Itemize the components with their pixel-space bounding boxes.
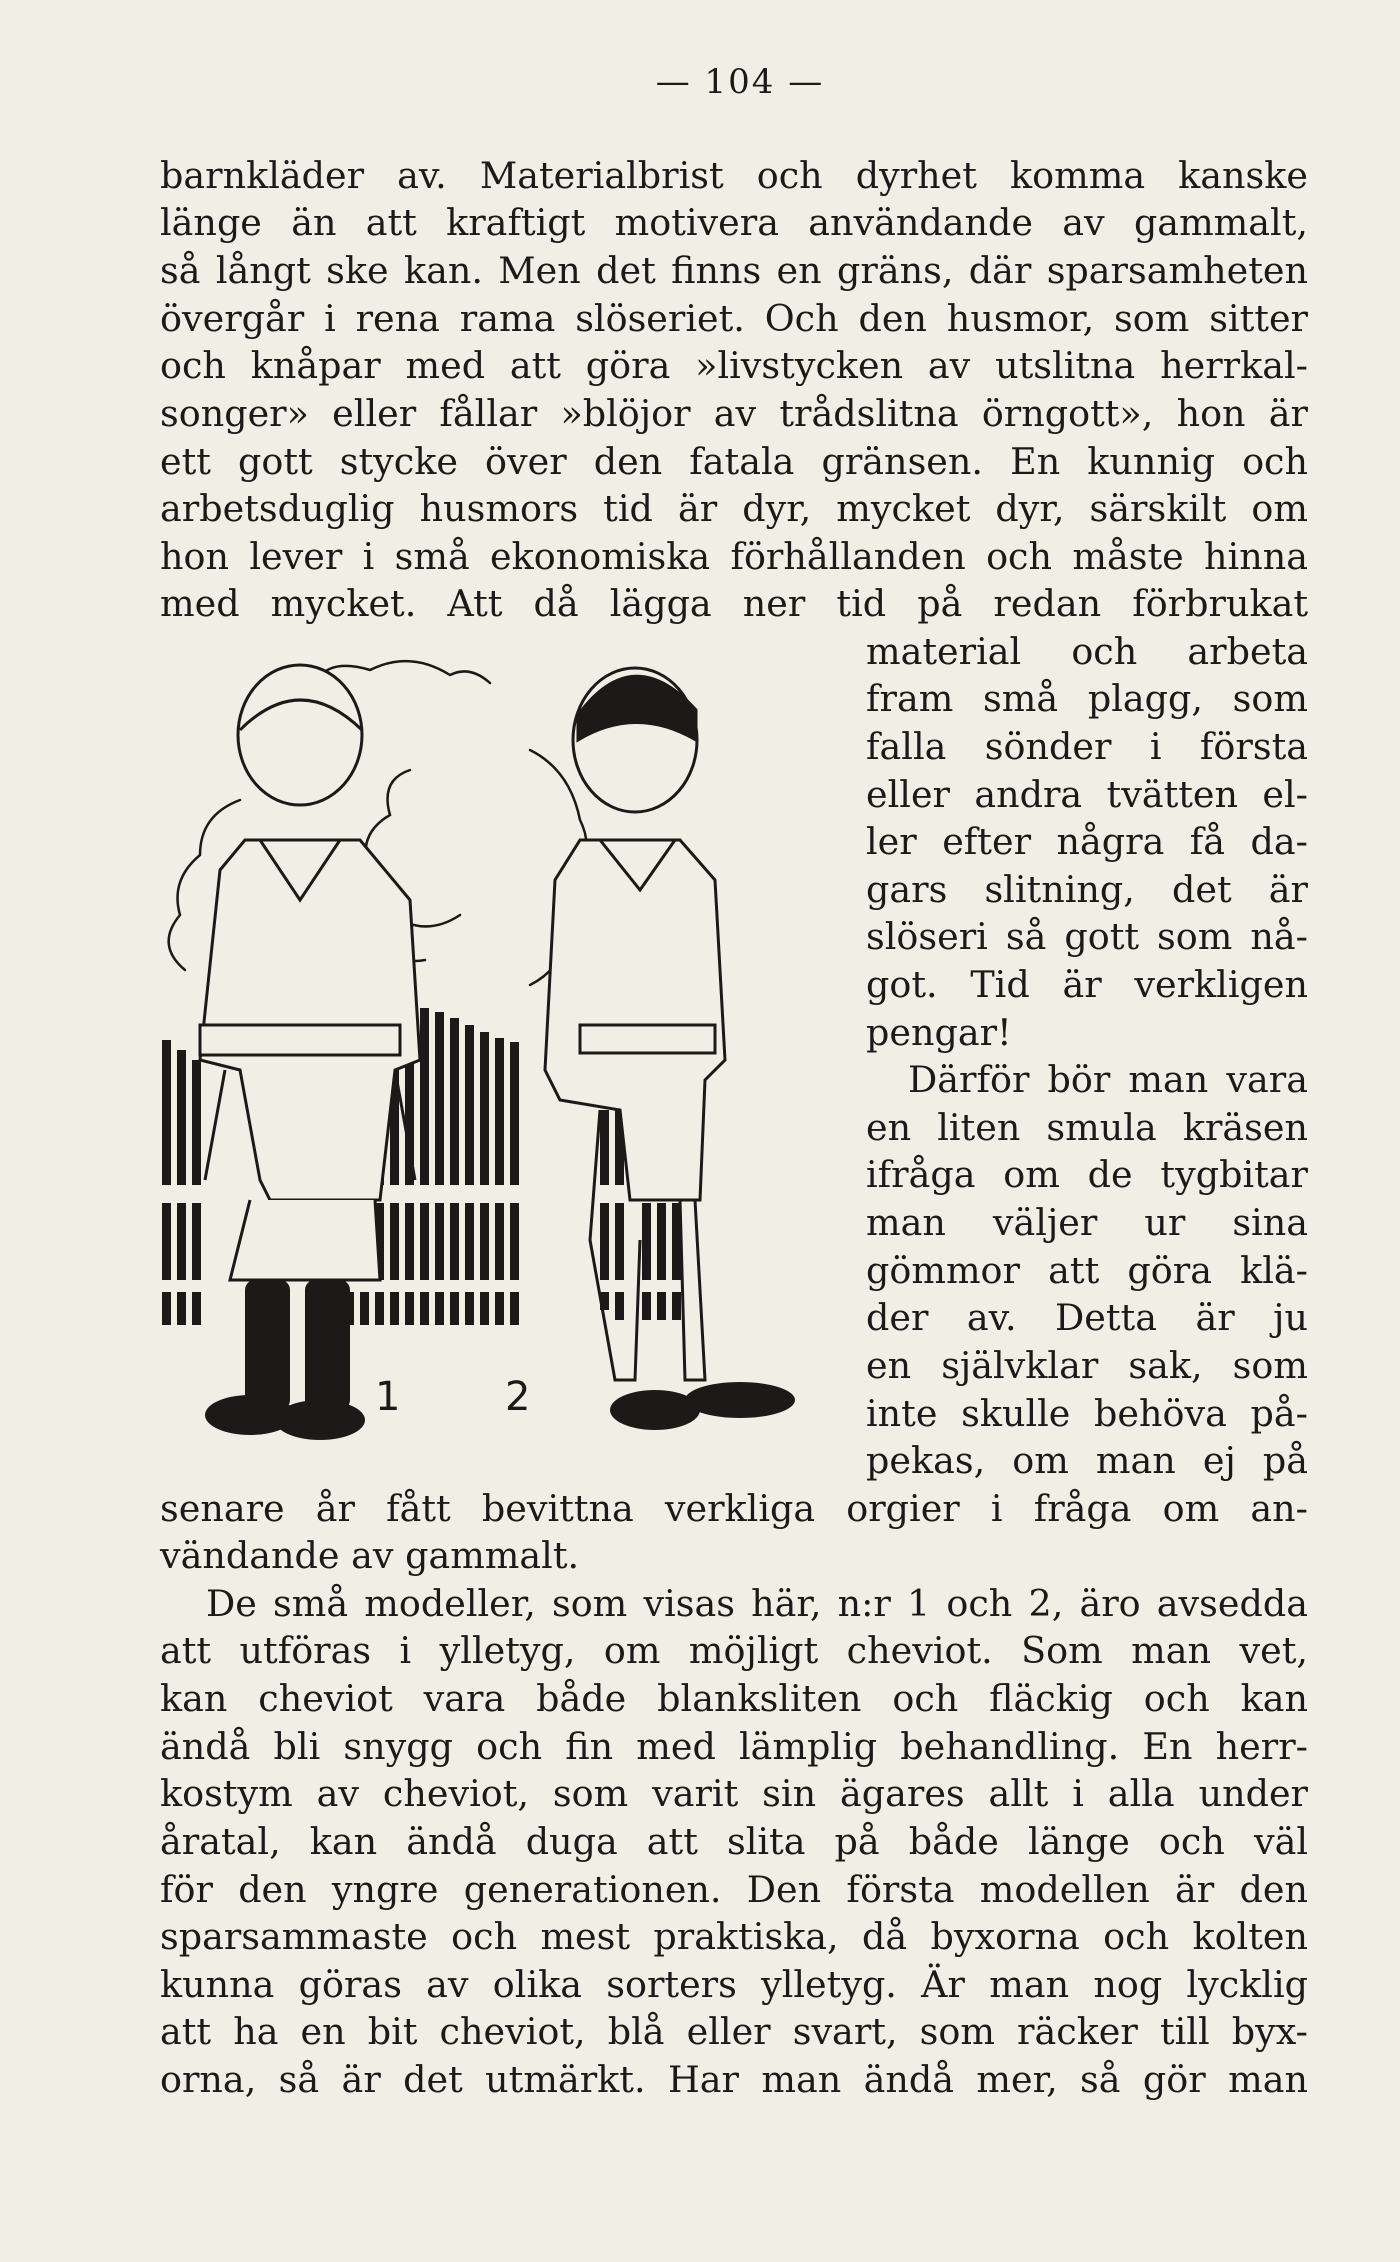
boys-illustration xyxy=(160,640,830,1440)
side-text-line: material och arbeta xyxy=(866,630,1308,673)
side-text-line: falla sönder i första xyxy=(866,725,1308,768)
side-text-line: der av. Detta är ju xyxy=(866,1296,1308,1339)
side-text-line: ifråga om de tygbitar xyxy=(866,1153,1308,1196)
side-text-line: eller andra tvätten el- xyxy=(866,773,1308,816)
side-text-line: slöseri så gott som nå- xyxy=(866,915,1308,958)
text-line: att ha en bit cheviot, blå eller svart, som räcker till byx- xyxy=(160,2010,1308,2053)
side-text-line: en liten smula kräsen xyxy=(866,1106,1308,1149)
text-line: arbetsduglig husmors tid är dyr, mycket dyr, särskilt om xyxy=(160,487,1308,530)
side-text-line: fram små plagg, som xyxy=(866,677,1308,720)
side-text-line: Därför bör man vara xyxy=(908,1058,1308,1101)
side-text-line: inte skulle behöva på- xyxy=(866,1392,1308,1435)
text-line: De små modeller, som visas här, n:r 1 och 2, äro avsedda xyxy=(206,1582,1308,1625)
boy-1-socks xyxy=(205,1280,365,1440)
text-line: orna, så är det utmärkt. Har man ändå mer, så gör man xyxy=(160,2058,1308,2101)
text-line: med mycket. Att då lägga ner tid på redan förbrukat xyxy=(160,582,1308,625)
side-text-line: ler efter några få da- xyxy=(866,820,1308,863)
figure-label-1: 1 xyxy=(375,1374,401,1420)
text-line: ett gott stycke över den fatala gränsen. En kunnig och xyxy=(160,440,1308,483)
text-line: hon lever i små ekonomiska förhållanden och måste hinna xyxy=(160,535,1308,578)
text-line: så långt ske kan. Men det finns en gräns, där sparsamheten xyxy=(160,249,1308,292)
text-line: kunna göras av olika sorters ylletyg. Är man nog lycklig xyxy=(160,1963,1308,2006)
side-text-line: got. Tid är verkligen xyxy=(866,963,1308,1006)
boy-2-figure xyxy=(545,668,725,1380)
text-line: för den yngre generationen. Den första modellen är den xyxy=(160,1868,1308,1911)
text-line: övergår i rena rama slöseriet. Och den husmor, som sitter xyxy=(160,297,1308,340)
side-text-line: gömmor att göra klä- xyxy=(866,1249,1308,1292)
text-line: senare år fått bevittna verkliga orgier i fråga om an- xyxy=(160,1487,1308,1530)
text-line: åratal, kan ändå duga att slita på både länge och väl xyxy=(160,1820,1308,1863)
page-number: — 104 — xyxy=(655,62,825,102)
boy-2-shoes xyxy=(610,1382,795,1430)
text-line: sparsammaste och mest praktiska, då byxorna och kolten xyxy=(160,1915,1308,1958)
side-text-line: man väljer ur sina xyxy=(866,1201,1308,1244)
text-line: länge än att kraftigt motivera användande av gammalt, xyxy=(160,201,1308,244)
side-text-line: gars slitning, det är xyxy=(866,868,1308,911)
figure-label-2: 2 xyxy=(505,1374,531,1420)
text-line: kan cheviot vara både blanksliten och fläckig och kan xyxy=(160,1677,1308,1720)
text-line: ändå bli snygg och fin med lämplig behandling. En herr- xyxy=(160,1725,1308,1768)
text-line: vändande av gammalt. xyxy=(160,1534,580,1577)
side-text-line: pekas, om man ej på xyxy=(866,1439,1308,1482)
text-line: och knåpar med att göra »livstycken av utslitna herrkal- xyxy=(160,344,1308,387)
side-text-line: pengar! xyxy=(866,1011,1012,1054)
text-line: songer» eller fållar »blöjor av trådslitna örngott», hon är xyxy=(160,392,1308,435)
side-text-line: en självklar sak, som xyxy=(866,1344,1308,1387)
text-line: barnkläder av. Materialbrist och dyrhet komma kanske xyxy=(160,154,1308,197)
text-line: kostym av cheviot, som varit sin ägares allt i alla under xyxy=(160,1772,1308,1815)
text-line: att utföras i ylletyg, om möjligt cheviot. Som man vet, xyxy=(160,1629,1308,1672)
